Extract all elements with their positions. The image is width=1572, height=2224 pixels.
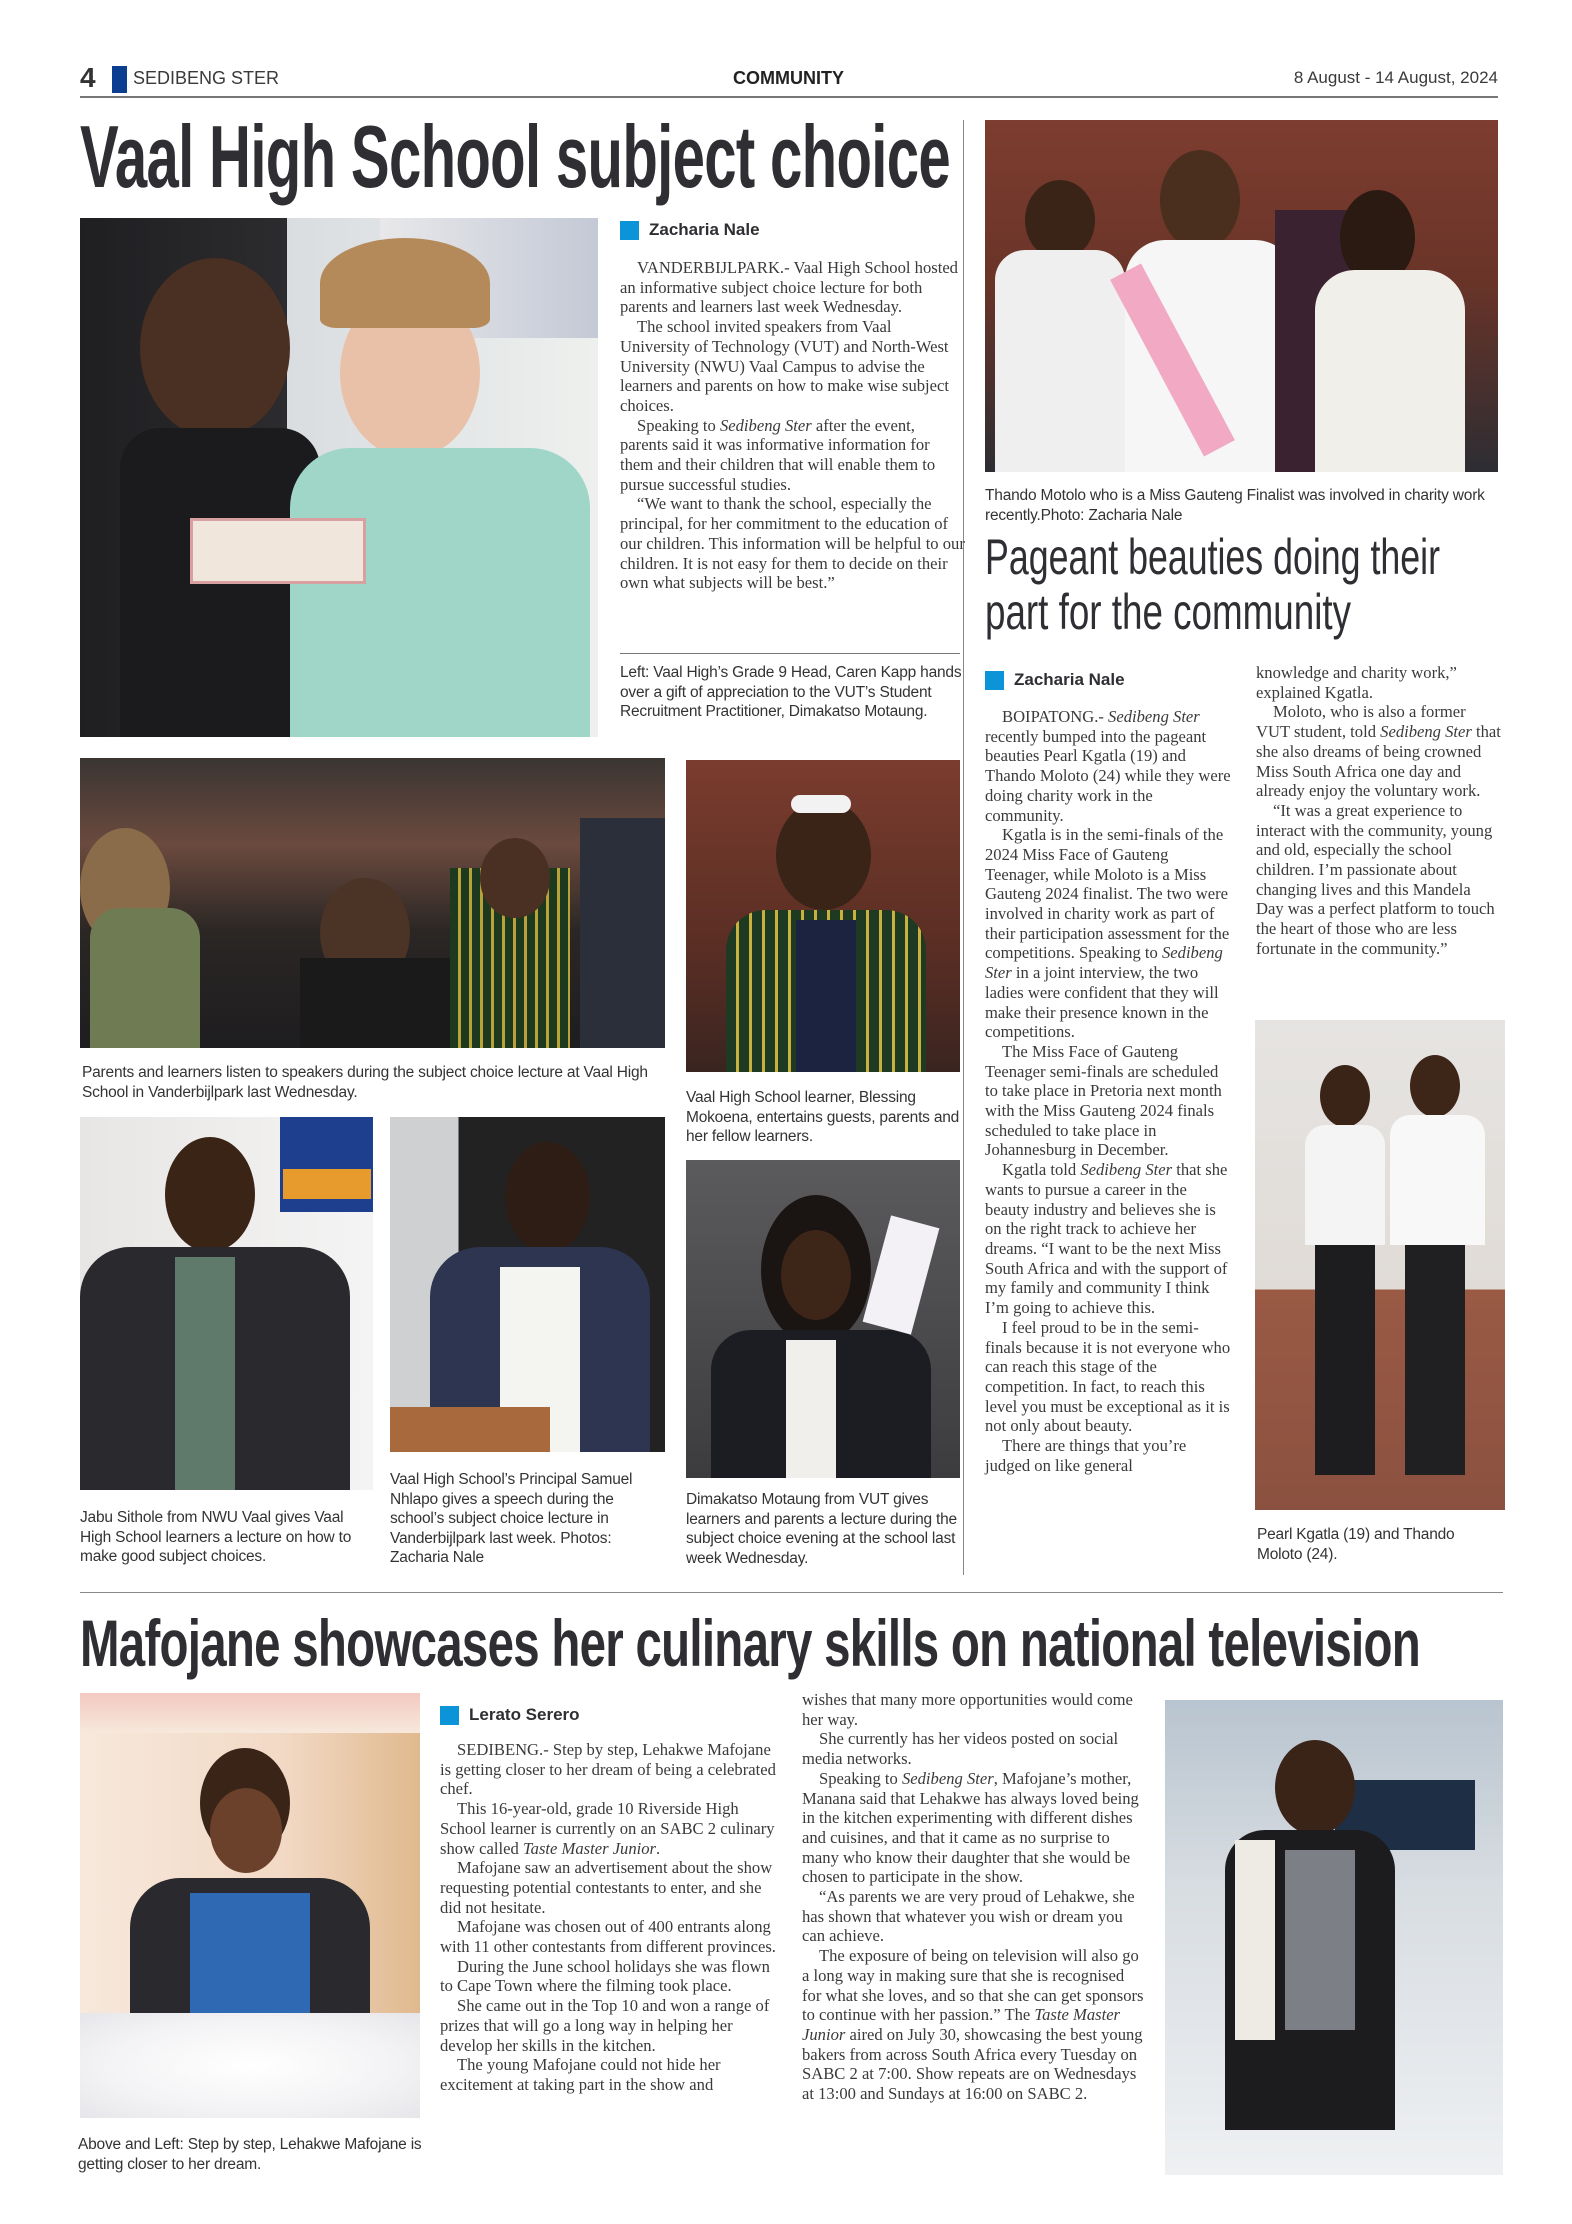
caption-jabu: Jabu Sithole from NWU Vaal gives Vaal High School learners a lecture on how to make good subject choices.: [80, 1509, 352, 1565]
photo-blessing: [686, 760, 960, 1072]
italic-text: Sedibeng Ster: [1380, 722, 1472, 742]
article-body-mafojane-col2: [802, 1690, 1147, 2104]
caption-audience: Parents and learners listen to speakers during the subject choice lecture at Vaal High School in Vanderbijlpark last Wednesday.: [82, 1064, 648, 1101]
text: after the event, parents said it was informative information for them and their children that will enable them to pursue successful studies.: [620, 415, 936, 494]
headline-container: [80, 1607, 1420, 1682]
page-number: 4: [80, 62, 96, 93]
paragraph: [985, 707, 1235, 825]
paragraph: [620, 494, 965, 593]
text: Moloto, who is also a former VUT student, told: [1256, 702, 1466, 742]
text: The young Mafojane could not hide her excitement at taking part in the show and: [440, 2055, 721, 2094]
paragraph: [985, 1160, 1235, 1318]
photo-audience: [80, 758, 665, 1048]
text: Mafojane was chosen out of 400 entrants along with 11 other contestants from different provinces.: [440, 1917, 776, 1957]
text: The school invited speakers from Vaal University of Technology (VUT) and North-West University (NWU) Vaal Campus to advise the learners and parents on how to make wise subject choices.: [620, 317, 950, 415]
paragraph: [985, 825, 1235, 1042]
paragraph: [1256, 663, 1501, 702]
paragraph: [440, 1957, 785, 1996]
paragraph: [1256, 702, 1501, 801]
byline-vaal: [620, 220, 760, 240]
paragraph: [620, 258, 965, 317]
photo-mafojane-airport: [1165, 1700, 1503, 2175]
italic-text: Sedibeng Ster: [901, 1768, 994, 1788]
text: that she also dreams of being crowned Miss South Africa one day and already enjoy the voluntary work.: [1256, 722, 1501, 801]
italic-text: Sedibeng Ster: [1108, 707, 1200, 726]
headline-mafojane: Mafojane showcases her culinary skills on national television: [80, 1606, 1420, 1680]
caption-thando: Thando Motolo who is a Miss Gauteng Finalist was involved in charity work recently.Photo: Zacharia Nale: [985, 487, 1485, 524]
headline-line: part for the community: [985, 584, 1351, 640]
article-body-mafojane-col1: [440, 1740, 785, 2095]
caption-dimakatso: Dimakatso Motaung from VUT gives learners and parents a lecture during the subject choice evening at the school last week Wednesday.: [686, 1491, 957, 1567]
text: VANDERBIJLPARK.- Vaal High School hosted an informative subject choice lecture for both parents and learners last week Wednesday.: [620, 258, 958, 317]
photo-principal: [390, 1117, 665, 1452]
text: She currently has her videos posted on social media networks.: [802, 1729, 1119, 1769]
text: BOIPATONG.-: [1002, 707, 1109, 726]
italic-text: Sedibeng Ster: [985, 943, 1223, 983]
paragraph: [802, 1690, 1147, 1729]
text: During the June school holidays she was flown to Cape Town where the filming took place.: [440, 1956, 770, 1996]
text: , Mafojane’s mother, Manana said that Lehakwe has always loved being in the kitchen experimenting with different dishes and cuisines, and that it came as no surprise to many who know their daughter that she would be chosen to participate in the show.: [802, 1768, 1139, 1887]
paragraph: [440, 2055, 785, 2094]
paragraph: [802, 1887, 1147, 1946]
paragraph: [620, 416, 965, 495]
paragraph: [985, 1436, 1235, 1475]
text: knowledge and charity work,” explained Kgatla.: [1256, 663, 1457, 702]
photo-pearl-thando: [1255, 1020, 1505, 1510]
caption-principal: Vaal High School’s Principal Samuel Nhlapo gives a speech during the school’s subject choice lecture in Vanderbijlpark last week. Photos: Zacharia Nale: [390, 1471, 633, 1566]
section-title: COMMUNITY: [733, 68, 844, 88]
text: SEDIBENG.- Step by step, Lehakwe Mafojane is getting closer to her dream of being a celebrated chef.: [440, 1740, 776, 1799]
caption-rule: [620, 653, 960, 654]
paragraph: [440, 1799, 785, 1858]
byline-name: Zacharia Nale: [649, 220, 760, 239]
header-rule: [80, 96, 1498, 98]
text: “We want to thank the school, especially the principal, for her commitment to the education of our children. This information will be helpful to our children. It is not easy for them to decide on their own what subjects will be best.”: [620, 494, 965, 593]
paragraph: [802, 1769, 1147, 1887]
text: Kgatla told: [1002, 1160, 1081, 1180]
text: recently bumped into the pageant beauties Pearl Kgatla (19) and Thando Moloto (24) while they were doing charity work in the community.: [985, 726, 1231, 825]
caption-pearl: Pearl Kgatla (19) and Thando Moloto (24).: [1257, 1526, 1455, 1563]
italic-text: Taste Master Junior: [802, 2005, 1121, 2044]
headline-vaal: Vaal High School subject choice: [80, 107, 950, 206]
text: She came out in the Top 10 and won a range of prizes that will go a long way in helping her develop her skills in the kitchen.: [440, 1996, 770, 2055]
text: “It was a great experience to interact with the community, young and old, especially the school children. I’m passionate about changing lives and this Mandela Day was a perfect platform to touch the heart of those who are less fortunate in the community.”: [1256, 800, 1495, 958]
text: This 16-year-old, grade 10 Riverside High School learner is currently on an SABC 2 culinary show called: [440, 1799, 775, 1858]
photo-gift-handover: [80, 218, 598, 737]
issue-date: 8 August - 14 August, 2024: [1293, 68, 1498, 87]
article-body-pageant-col1: [985, 707, 1235, 1475]
paragraph: [802, 1729, 1147, 1768]
italic-text: Sedibeng Ster: [719, 415, 812, 435]
photo-jabu: [80, 1117, 373, 1490]
italic-text: Sedibeng Ster: [1080, 1160, 1173, 1180]
section-rule: [80, 1592, 1503, 1593]
text: There are things that you’re judged on like general: [985, 1436, 1187, 1475]
paragraph: [620, 317, 965, 416]
text: Mafojane saw an advertisement about the show requesting potential contestants to enter, and she did not hesitate.: [440, 1858, 773, 1917]
text: I feel proud to be in the semi-finals because it is not everyone who can reach this stage of the competition. In fact, to reach this level you must be exceptional as it is not only about beauty.: [985, 1317, 1231, 1436]
text: that she wants to pursue a career in the beauty industry and believes she is on the right track to achieve her dreams. “I want to be the next Miss South Africa and with the support of my family and community I think I’m going to achieve this.: [985, 1160, 1228, 1318]
text: The exposure of being on television will also go a long way in making sure that she is recognised for what she loves, and so that she can get sponsors to continue with her passion.” The: [802, 1946, 1144, 2025]
byline-square-icon: [985, 671, 1004, 690]
article-body-vaal: [620, 258, 965, 593]
headline-pageant: [985, 530, 1500, 645]
text: The Miss Face of Gauteng Teenager semi-finals are scheduled to take place in Pretoria next month with the Miss Gauteng 2024 finals scheduled to take place in Johannesburg in December.: [985, 1041, 1222, 1160]
byline-mafojane: [440, 1705, 580, 1725]
paragraph: [440, 1917, 785, 1956]
byline-name: Zacharia Nale: [1014, 670, 1125, 689]
text: Speaking to: [819, 1768, 902, 1788]
byline-square-icon: [620, 221, 639, 240]
paragraph: [1256, 801, 1501, 959]
text: aired on July 30, showcasing the best young bakers from across South Africa every Tuesday on SABC 2 at 7:00. Show repeats are on Wednesdays at 13:00 and Sundays at 16:00 on SABC 2.: [802, 2024, 1143, 2104]
text: in a joint interview, the two ladies were confident that they will make their presence known in the competitions.: [985, 963, 1219, 1042]
photo-thando-charity: [985, 120, 1498, 472]
text: Kgatla is in the semi-finals of the 2024 Miss Face of Gauteng Teenager, while Moloto is a Miss Gauteng 2024 finalist. The two were involved in charity work as part of their participation assessment for the competitions. Speaking to: [985, 825, 1230, 963]
accent-bar: [112, 66, 127, 93]
caption-blessing: Vaal High School learner, Blessing Mokoena, entertains guests, parents and her fellow learners.: [686, 1089, 960, 1145]
photo-mafojane-kitchen: [80, 1693, 420, 2118]
publication-name: SEDIBENG STER: [133, 68, 280, 88]
paragraph: [440, 1858, 785, 1917]
byline-square-icon: [440, 1706, 459, 1725]
text: Speaking to: [637, 415, 720, 435]
text: wishes that many more opportunities would come her way.: [802, 1690, 1133, 1729]
paragraph: [440, 1996, 785, 2055]
byline-name: Lerato Serero: [469, 1705, 580, 1724]
headline-container: [80, 107, 950, 206]
photo-dimakatso: [686, 1160, 960, 1478]
text: .: [656, 1838, 661, 1858]
paragraph: [985, 1318, 1235, 1436]
caption-mafojane: Above and Left: Step by step, Lehakwe Mafojane is getting closer to her dream.: [78, 2136, 422, 2173]
headline-line: Pageant beauties doing their: [985, 529, 1440, 585]
italic-text: Taste Master Junior: [522, 1838, 657, 1858]
caption-gift: Left: Vaal High’s Grade 9 Head, Caren Kapp hands over a gift of appreciation to the VUT’s Student Recruitment Practitioner, Dimakatso Motaung.: [620, 664, 962, 720]
byline-pageant: [985, 670, 1125, 690]
paragraph: [802, 1946, 1147, 2104]
text: “As parents we are very proud of Lehakwe, she has shown that whatever you wish or dream you can achieve.: [802, 1887, 1135, 1946]
paragraph: [440, 1740, 785, 1799]
article-body-pageant-col2: [1256, 663, 1501, 959]
paragraph: [985, 1042, 1235, 1160]
